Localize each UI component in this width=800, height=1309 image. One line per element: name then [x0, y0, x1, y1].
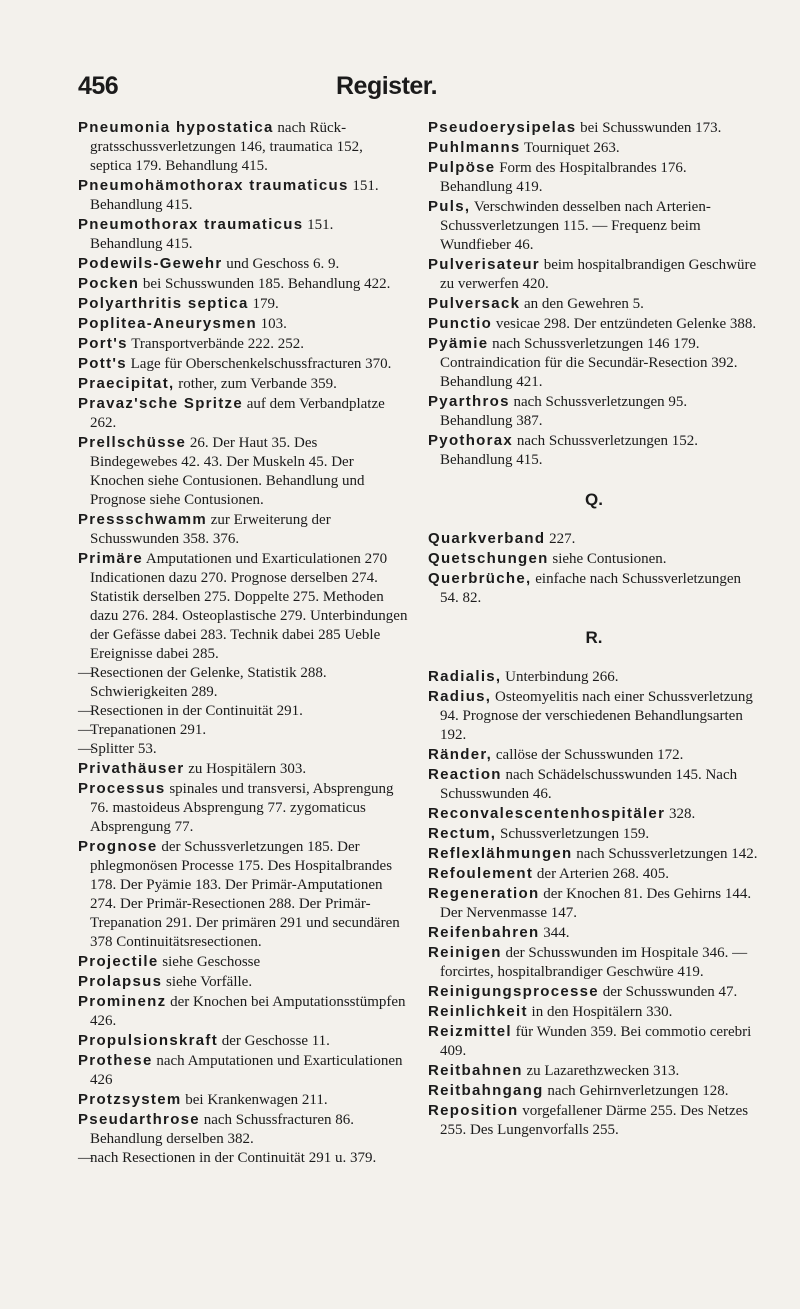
- index-entry: [78, 354, 408, 374]
- index-entry: [78, 1110, 408, 1149]
- section-q: [428, 529, 760, 608]
- index-references: in den Hospitälern 330.: [527, 1004, 673, 1020]
- index-references: Resectionen der Gelenke, Statistik 288. Schwierigkeiten 289.: [90, 665, 327, 700]
- index-entry: [78, 176, 408, 215]
- index-headword: Regeneration: [428, 885, 540, 902]
- index-headword: Prellschüsse: [78, 434, 187, 451]
- index-references: Splitter 53.: [90, 741, 157, 757]
- index-headword: Reitbahngang: [428, 1082, 544, 1099]
- index-entry: [78, 952, 408, 972]
- page-header: [78, 72, 738, 106]
- index-entry: [428, 844, 760, 864]
- index-references: nach Schädelschusswunden 145. Nach Schusswunden 46.: [440, 767, 738, 802]
- index-headword: Polyarthritis septica: [78, 295, 249, 312]
- index-headword: Reconvalescentenhospitäler: [428, 805, 666, 822]
- index-references: zur Erweiterung der Schusswunden 358. 376.: [90, 512, 331, 547]
- index-references: und Geschoss 6. 9.: [222, 256, 340, 272]
- index-references: Unterbindung 266.: [501, 669, 619, 685]
- index-references: vorgefallener Därme 255. Des Netzes 255. Des Lungenvorfalls 255.: [440, 1103, 749, 1138]
- index-headword: Puhlmanns: [428, 139, 521, 156]
- index-entry: [78, 1149, 408, 1168]
- index-headword: Protzsystem: [78, 1091, 182, 1108]
- index-entry: [78, 992, 408, 1031]
- index-references: der Knochen bei Amputationsstümpfen 426.: [90, 994, 406, 1029]
- index-headword: Podewils-Gewehr: [78, 255, 223, 272]
- index-headword: Prothese: [78, 1052, 153, 1069]
- index-headword: Prominenz: [78, 993, 167, 1010]
- index-entry: [428, 431, 760, 470]
- running-head: Register.: [336, 72, 438, 100]
- index-headword: Pyothorax: [428, 432, 514, 449]
- index-references: 26. Der Haut 35. Des Bindegewebes 42. 43. Der Muskeln 45. Der Knochen siehe Contusionen. Behandlung und Prognose siehe Contusionen.: [90, 435, 365, 508]
- index-references: siehe Contusionen.: [548, 551, 667, 567]
- index-headword: Reinigen: [428, 944, 502, 961]
- index-references: für Wunden 359. Bei commotio cerebri 409.: [440, 1024, 752, 1059]
- index-headword: Refoulement: [428, 865, 534, 882]
- index-entry: [428, 824, 760, 844]
- index-headword: Ränder,: [428, 746, 493, 763]
- index-references: Amputationen und Exarticulationen 270 Indicationen dazu 270. Prognose derselben 274. Statistik derselben 275. Doppelte 275. Methoden dazu 276. 284. Osteoplastische 279. Unterbindungen der Gefässe dabei 283. Technik dabei 285 Ueble Ereignisse dabei 285.: [90, 551, 408, 662]
- index-entry: [78, 664, 408, 702]
- index-headword: Reflexlähmungen: [428, 845, 573, 862]
- index-references: zu Hospitälern 303.: [184, 761, 307, 777]
- index-entry: [428, 864, 760, 884]
- index-references: der Geschosse 11.: [218, 1033, 330, 1049]
- index-references: Transportverbände 222. 252.: [127, 336, 304, 352]
- index-entry: [78, 314, 408, 334]
- index-entry: [78, 510, 408, 549]
- index-entry: [428, 1081, 760, 1101]
- index-headword: Pseudarthrose: [78, 1111, 200, 1128]
- index-references: bei Krankenwagen 211.: [181, 1092, 328, 1108]
- index-headword: Praecipitat,: [78, 375, 175, 392]
- index-entry: [78, 294, 408, 314]
- section-letter-q: Q.: [585, 490, 603, 509]
- index-headword: Reposition: [428, 1102, 519, 1119]
- dash-mark: —: [78, 722, 93, 738]
- index-references: Form des Hospitalbrandes 176. Behandlung 419.: [440, 160, 687, 195]
- index-references: der Schusswunden 47.: [598, 984, 738, 1000]
- index-headword: Privathäuser: [78, 760, 185, 777]
- index-entry: [78, 215, 408, 254]
- index-references: einfache nach Schussverletzungen 54. 82.: [440, 571, 741, 606]
- index-entry: [428, 392, 760, 431]
- index-entry: [78, 702, 408, 721]
- index-entry: [428, 118, 760, 138]
- index-headword: Processus: [78, 780, 166, 797]
- index-references: Lage für Oberschenkelschussfracturen 370.: [126, 356, 392, 372]
- index-entry: [78, 1090, 408, 1110]
- index-entry: [78, 433, 408, 510]
- index-entry: [78, 254, 408, 274]
- index-references: callöse der Schusswunden 172.: [492, 747, 684, 763]
- index-references: 179.: [248, 296, 279, 312]
- index-entry: [78, 549, 408, 664]
- index-entry: [428, 294, 760, 314]
- index-references: vesicae 298. Der entzündeten Gelenke 388.: [492, 316, 757, 332]
- left-column: [78, 118, 408, 1168]
- index-headword: Pocken: [78, 275, 140, 292]
- page-number: 456: [78, 72, 119, 100]
- index-references: 151. Behandlung 415.: [90, 217, 334, 252]
- index-headword: Reifenbahren: [428, 924, 540, 941]
- index-entry: [428, 158, 760, 197]
- index-entry: [428, 745, 760, 765]
- index-entry: [428, 549, 760, 569]
- index-headword: Pressschwamm: [78, 511, 208, 528]
- index-references: nach Schussverletzungen 152. Behandlung 415.: [440, 433, 699, 468]
- index-entry: [428, 923, 760, 943]
- index-headword: Prognose: [78, 838, 158, 855]
- index-references: zu Lazarethzwecken 313.: [522, 1063, 680, 1079]
- dash-mark: —: [78, 665, 93, 681]
- index-headword: Puls,: [428, 198, 471, 215]
- index-entry: [428, 765, 760, 804]
- index-entry: [78, 394, 408, 433]
- index-entry: [428, 334, 760, 392]
- index-headword: Reizmittel: [428, 1023, 512, 1040]
- index-entry: [428, 667, 760, 687]
- index-references: beim hospitalbrandigen Geschwüre zu verwerfen 420.: [440, 257, 757, 292]
- index-entry: [428, 138, 760, 158]
- index-references: nach Schussfracturen 86. Behandlung derselben 382.: [90, 1112, 355, 1147]
- index-entry: [428, 569, 760, 608]
- index-entry: [428, 1101, 760, 1140]
- index-entry: [428, 982, 760, 1002]
- index-references: bei Schusswunden 173.: [576, 120, 722, 136]
- index-entry: [428, 1002, 760, 1022]
- index-references: der Schusswunden im Hospitale 346. — forcirtes, hospitalbrandiger Geschwüre 419.: [440, 945, 748, 980]
- index-entry: [78, 118, 408, 176]
- index-references: Resectionen in der Continuität 291.: [90, 703, 303, 719]
- index-headword: Rectum,: [428, 825, 497, 842]
- index-headword: Reitbahnen: [428, 1062, 523, 1079]
- index-entry: [78, 334, 408, 354]
- section-letter-r: R.: [585, 628, 603, 647]
- index-headword: Pyarthros: [428, 393, 510, 410]
- index-headword: Pyämie: [428, 335, 489, 352]
- index-headword: Reinigungsprocesse: [428, 983, 599, 1000]
- index-headword: Pseudoerysipelas: [428, 119, 577, 136]
- index-references: bei Schusswunden 185. Behandlung 422.: [139, 276, 391, 292]
- index-entry: [428, 255, 760, 294]
- index-entry: [78, 374, 408, 394]
- index-references: nach Amputationen und Exarticulationen 426: [90, 1053, 403, 1088]
- index-headword: Pulversack: [428, 295, 521, 312]
- index-headword: Quetschungen: [428, 550, 549, 567]
- index-references: nach Resectionen in der Continuität 291 u. 379.: [90, 1150, 377, 1166]
- index-references: 227.: [545, 531, 576, 547]
- index-headword: Pott's: [78, 355, 127, 372]
- dash-mark: —: [78, 1150, 93, 1166]
- index-references: nach Schussverletzungen 95. Behandlung 387.: [440, 394, 688, 429]
- index-headword: Radius,: [428, 688, 492, 705]
- index-entry: [428, 1022, 760, 1061]
- index-entry: [78, 721, 408, 740]
- index-entry: [428, 884, 760, 923]
- index-headword: Querbrüche,: [428, 570, 532, 587]
- index-headword: Pneumothorax traumaticus: [78, 216, 304, 233]
- dash-mark: —: [78, 703, 93, 719]
- index-entry: [78, 779, 408, 837]
- index-headword: Radialis,: [428, 668, 502, 685]
- index-references: 103.: [256, 316, 287, 332]
- index-headword: Poplitea-Aneurysmen: [78, 315, 257, 332]
- index-headword: Pneumonia hypostatica: [78, 119, 274, 136]
- index-entry: [78, 740, 408, 759]
- index-headword: Reaction: [428, 766, 502, 783]
- index-references: der Schussverletzungen 185. Der phlegmonösen Processe 175. Des Hospitalbrandes 178. Der Pyämie 183. Der Primär-Amputationen 274. Der Primär-Resectionen 288. Der Primär-Trepanation 291. Der primären 291 und secundären 378 Continuitätsresectionen.: [90, 839, 400, 950]
- index-references: spinales und transversi, Absprengung 76. mastoideus Absprengung 77. zygomaticus Absprengung 77.: [90, 781, 394, 835]
- index-references: 328.: [665, 806, 696, 822]
- index-references: siehe Geschosse: [158, 954, 261, 970]
- index-references: 344.: [539, 925, 570, 941]
- index-references: Tourniquet 263.: [520, 140, 620, 156]
- index-entry: [78, 837, 408, 952]
- index-references: der Knochen 81. Des Gehirns 144. Der Nervenmasse 147.: [440, 886, 752, 921]
- index-entry: [78, 759, 408, 779]
- index-references: nach Gehirnverletzungen 128.: [543, 1083, 729, 1099]
- index-headword: Pulverisateur: [428, 256, 540, 273]
- index-references: der Arterien 268. 405.: [533, 866, 669, 882]
- dash-mark: —: [78, 741, 93, 757]
- index-references: nach Rückgratsschussverletzungen 146, traumatica 152, septica 179. Behandlung 415.: [90, 120, 363, 174]
- index-entry: [78, 972, 408, 992]
- index-headword: Primäre: [78, 550, 143, 567]
- right-column: [428, 118, 760, 1140]
- index-headword: Prolapsus: [78, 973, 163, 990]
- index-references: Osteomyelitis nach einer Schussverletzung 94. Prognose der verschiedenen Behandlungsarten 192.: [440, 689, 753, 743]
- index-references: nach Schussverletzungen 146 179. Contraindication für die Secundär-Resection 392. Behandlung 421.: [440, 336, 738, 390]
- index-references: Schussverletzungen 159.: [496, 826, 650, 842]
- index-entry: [428, 943, 760, 982]
- index-headword: Port's: [78, 335, 128, 352]
- index-headword: Reinlichkeit: [428, 1003, 528, 1020]
- index-entry: [428, 529, 760, 549]
- index-headword: Propulsionskraft: [78, 1032, 218, 1049]
- index-entry: [78, 1051, 408, 1090]
- index-headword: Pulpöse: [428, 159, 496, 176]
- index-references: Verschwinden desselben nach Arterien-Schussverletzungen 115. — Frequenz beim Wundfieber 46.: [440, 199, 711, 253]
- section-r: [428, 667, 760, 1140]
- index-headword: Pneumohämothorax traumaticus: [78, 177, 349, 194]
- index-entry: [78, 1031, 408, 1051]
- index-references: siehe Vorfälle.: [162, 974, 253, 990]
- index-entry: [428, 804, 760, 824]
- index-entry: [428, 687, 760, 745]
- index-references: Trepanationen 291.: [90, 722, 207, 738]
- index-entry: [78, 274, 408, 294]
- section-p-continued: [428, 118, 760, 470]
- index-headword: Projectile: [78, 953, 159, 970]
- index-references: rother, zum Verbande 359.: [174, 376, 337, 392]
- index-references: an den Gewehren 5.: [520, 296, 644, 312]
- index-references: 151. Behandlung 415.: [90, 178, 379, 213]
- index-headword: Quarkverband: [428, 530, 546, 547]
- index-references: nach Schussverletzungen 142.: [572, 846, 758, 862]
- index-entry: [428, 197, 760, 255]
- index-entry: [428, 314, 760, 334]
- index-headword: Punctio: [428, 315, 493, 332]
- index-references: auf dem Verbandplatze 262.: [90, 396, 385, 431]
- index-entry: [428, 1061, 760, 1081]
- index-headword: Pravaz'sche Spritze: [78, 395, 244, 412]
